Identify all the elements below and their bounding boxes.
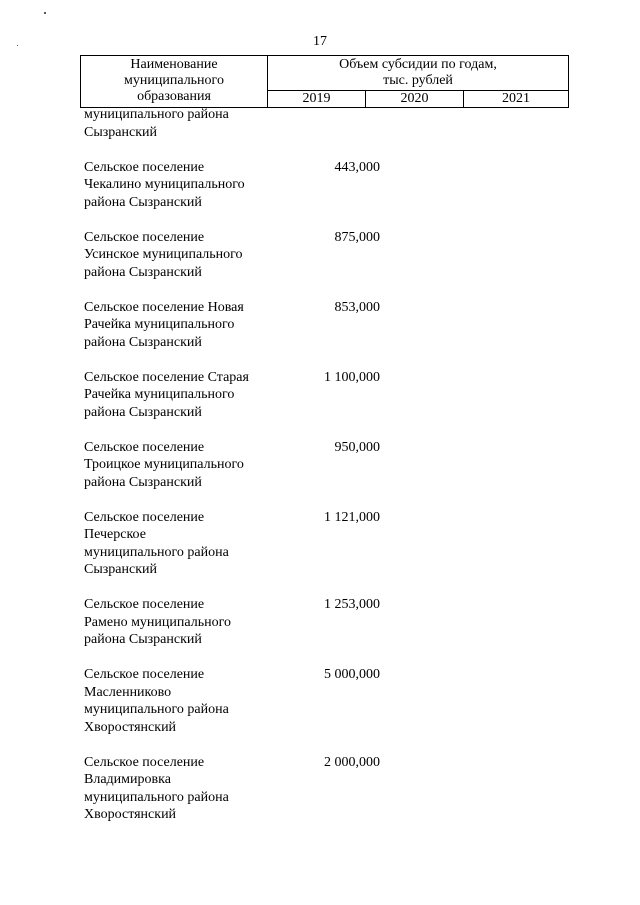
subsidy-2019 (284, 106, 380, 141)
municipality-name: Сельское поселение Чекалино муниципального района Сызранский (84, 159, 245, 210)
table-row (84, 369, 564, 422)
subsidy-table-body (84, 106, 564, 841)
table-row (84, 509, 564, 579)
subsidy-2019: 443,000 (334, 159, 380, 175)
column-header-year-2019: 2019 (268, 91, 366, 108)
municipality-name: Сельское поселение Новая Рачейка муниципального района Сызранский (84, 299, 244, 350)
table-row (84, 439, 564, 492)
table-row (84, 106, 564, 141)
municipality-name: Сельское поселение Масленниково муниципального района Хворостянский (84, 667, 229, 735)
column-header-subsidy-volume: Объем субсидии по годам, тыс. рублей (268, 56, 569, 91)
subsidy-table-header (80, 55, 569, 108)
subsidy-2019: 1 253,000 (324, 597, 380, 612)
table-row (84, 666, 564, 736)
page-number: 17 (313, 34, 327, 49)
municipality-name: Сельское поселение Старая Рачейка муниципального района Сызранский (84, 369, 249, 420)
table-row (84, 229, 564, 282)
column-header-municipality: Наименование муниципального образования (81, 56, 268, 108)
municipality-name: Сельское поселение Владимировка муниципального района Хворостянский (84, 754, 229, 822)
subsidy-2019: 853,000 (334, 299, 380, 315)
subsidy-2019: 950,000 (334, 439, 380, 455)
scan-speck (44, 12, 46, 14)
subsidy-2019: 5 000,000 (324, 667, 380, 682)
municipality-name: Сельское поселение Рамено муниципального района Сызранский (84, 597, 231, 647)
table-row (84, 299, 564, 352)
subsidy-2019: 2 000,000 (324, 754, 380, 770)
column-header-year-2021: 2021 (464, 91, 569, 108)
municipality-name: Сельское поселение Троицкое муниципального района Сызранский (84, 439, 244, 490)
municipality-name: Сельское поселение Печерское муниципального района Сызранский (84, 509, 229, 577)
column-header-year-2020: 2020 (366, 91, 464, 108)
subsidy-2019: 1 100,000 (324, 369, 380, 385)
table-row (84, 596, 564, 649)
table-row (84, 159, 564, 212)
table-row (84, 754, 564, 824)
subsidy-2019: 875,000 (334, 229, 380, 245)
municipality-name: Сельское поселение Усинское муниципального района Сызранский (84, 229, 243, 280)
municipality-name: муниципального района Сызранский (84, 107, 229, 140)
subsidy-2019: 1 121,000 (324, 509, 380, 525)
